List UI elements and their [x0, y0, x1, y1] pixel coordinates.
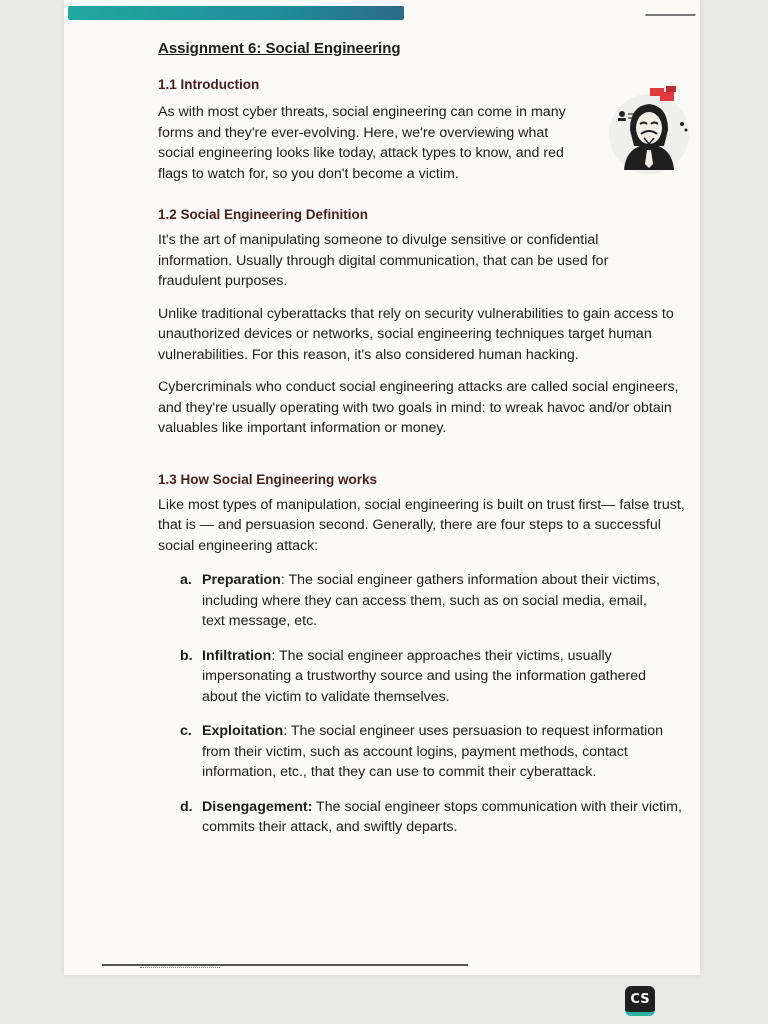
definition-paragraph-1: It's the art of manipulating someone to divulge sensitive or confidential information. Usually through digital communication, that can be used for fraudulent purposes.: [158, 232, 609, 289]
step-letter: a.: [180, 572, 192, 588]
step-letter: d.: [180, 798, 193, 815]
intro-paragraph: As with most cyber threats, social engineering can come in many forms and they're ever-evolving. Here, we're overviewing what social engineering looks like today, attack types to know, and red flags to watch for, so you don't become a victim.: [158, 104, 566, 182]
step-text: The social engineer stops communication with their victim, commits their attack, and swiftly departs.: [202, 798, 682, 835]
camscanner-badge: CS: [625, 986, 655, 1016]
definition-paragraph-3: Cybercriminals who conduct social engineering attacks are called social engineers, and they're usually operating with two goals in mind: to wreak havoc and/or obtain valuables like important information or money.: [158, 379, 679, 436]
header-stripe: [68, 6, 404, 20]
list-item: [158, 721, 692, 783]
list-item: [158, 646, 672, 708]
step-letter: c.: [180, 723, 192, 739]
step-text: : The social engineer approaches their victims, usually impersonating a trustworthy source and using the information gathered about the victim to validate themselves.: [202, 647, 647, 705]
step-term: Infiltration: [202, 647, 272, 664]
step-term: Exploitation: [202, 723, 284, 739]
section-heading-how-it-works: 1.3 How Social Engineering works: [158, 471, 378, 487]
attack-steps-list: [158, 570, 698, 838]
step-term: Preparation: [202, 572, 281, 588]
footer-rule: [102, 964, 468, 966]
list-item: [158, 797, 682, 838]
section-heading-introduction: 1.1 Introduction: [158, 77, 260, 92]
page-title: Assignment 6: Social Engineering: [158, 40, 401, 57]
step-text: : The social engineer gathers information about their victims, including where they can access them, such as on social media, email, text message, etc.: [202, 572, 660, 629]
how-it-works-paragraph: Like most types of manipulation, social engineering is built on trust first— false trust, that is — and persuasion second. Generally, there are four steps to a successful social engineering attack:: [158, 496, 685, 554]
definition-paragraph-2: Unlike traditional cyberattacks that rely on security vulnerabilities to gain access to unauthorized devices or networks, social engineering techniques target human vulnerabilities. For this reason, it's also considered human hacking.: [158, 305, 674, 363]
corner-scribble: [645, 0, 701, 16]
hacker-mask-icon: [604, 84, 690, 174]
list-item: [158, 570, 672, 632]
section-heading-definition: 1.2 Social Engineering Definition: [158, 207, 369, 222]
step-letter: b.: [180, 647, 193, 664]
step-text: : The social engineer uses persuasion to request information from their victim, such as account logins, payment methods, contact information, etc., that they can use to commit their cyberattack.: [202, 723, 664, 780]
step-term: Disengagement:: [202, 798, 313, 815]
footer-scribble: [140, 967, 220, 970]
